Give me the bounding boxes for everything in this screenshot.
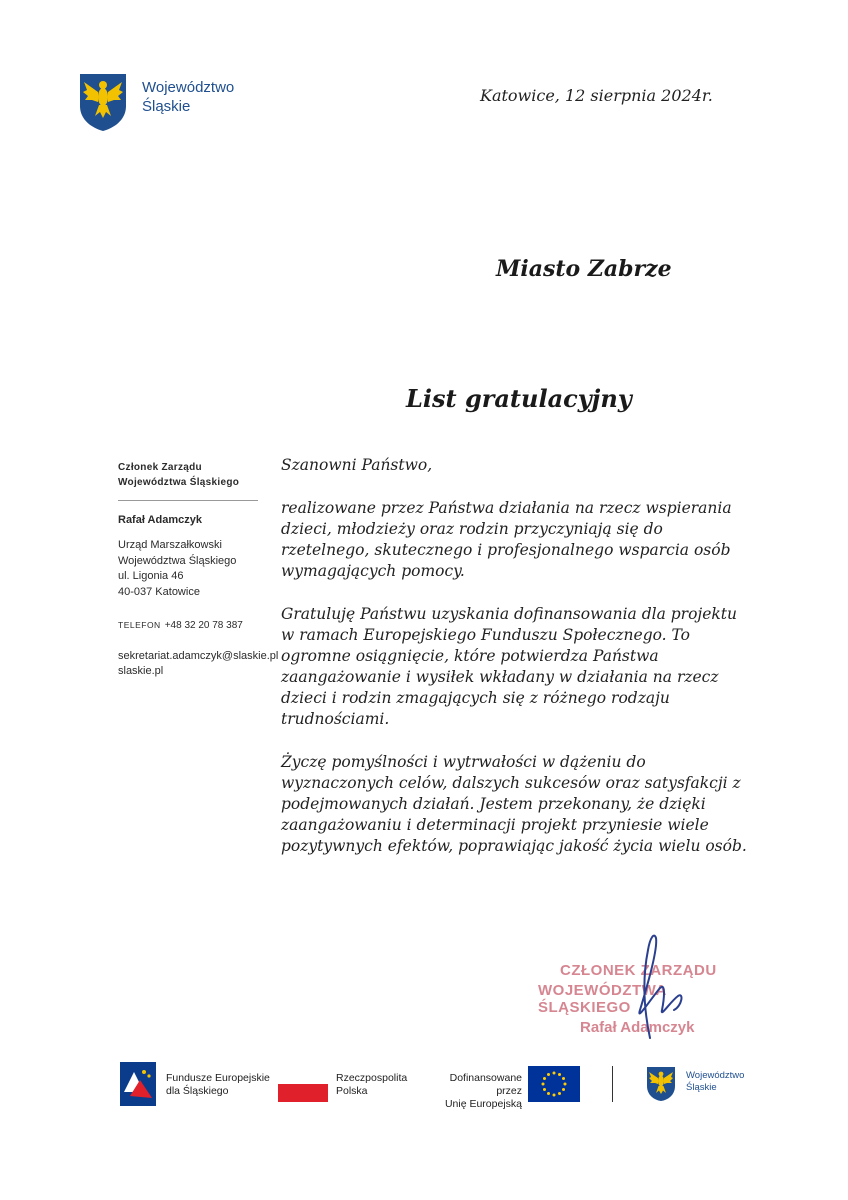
address-line: ul. Ligonia 46 xyxy=(118,570,184,582)
sender-role-line1: Członek Zarządu xyxy=(118,462,202,473)
stamp-line2: WOJEWÓDZTWA ŚLĄSKIEGO xyxy=(538,982,667,1016)
eu-flag-icon xyxy=(528,1066,580,1102)
region-line1: Województwo xyxy=(686,1070,745,1081)
document-title: List gratulacyjny xyxy=(406,384,632,413)
stamp-name: Rafał Adamczyk xyxy=(580,1019,695,1036)
salutation: Szanowni Państwo, xyxy=(281,456,433,474)
website-link[interactable]: slaskie.pl xyxy=(118,665,164,677)
poland-flag-icon xyxy=(278,1084,328,1102)
letter-paragraph: Życzę pomyślności i wytrwałości w dążeniu do wyznaczonych celów, dalszych sukcesów oraz satysfakcji z podejmowanych działań. Jestem przekonany, że dzięki zaangażowaniu i determinacji projekt przyniesie wiele pozytywnych efektów, poprawiając jakość życia wielu osób. xyxy=(281,753,747,855)
address-line: Województwa Śląskiego xyxy=(118,554,237,567)
sender-phone xyxy=(118,618,268,633)
letter-body xyxy=(281,455,751,879)
address-line: Urząd Marszałkowski xyxy=(118,539,222,551)
phone-label: TELEFON xyxy=(118,620,161,630)
eu-line1: Dofinansowane przez xyxy=(449,1072,522,1097)
stamp-line1: CZŁONEK ZARZĄDU xyxy=(560,962,717,979)
handwritten-signature xyxy=(610,930,700,1040)
letter-paragraph: realizowane przez Państwa działania na rzecz wspierania dzieci, młodzieży oraz rodzin przyczyniają się do rzetelnego, skutecznego i profesjonalnego wsparcia osób wymagających pomocy. xyxy=(281,499,732,580)
sender-sidebar xyxy=(118,460,279,679)
small-eagle-crest-icon xyxy=(646,1066,676,1102)
funding-footer xyxy=(120,1062,760,1112)
recipient: Miasto Zabrze xyxy=(496,256,672,282)
footer-divider xyxy=(612,1066,613,1102)
eu-funding-label xyxy=(422,1072,522,1111)
sidebar-divider xyxy=(118,500,258,501)
logo-text-line2: Śląskie xyxy=(142,98,191,115)
sender-name: Rafał Adamczyk xyxy=(118,514,202,526)
rp-line1: Rzeczpospolita xyxy=(336,1072,408,1084)
eu-line2: Unię Europejską xyxy=(444,1098,522,1110)
date-line: Katowice, 12 sierpnia 2024r. xyxy=(480,86,713,105)
rp-line2: Polska xyxy=(336,1085,368,1097)
logo-text-line1: Województwo xyxy=(142,79,235,96)
email-link[interactable]: sekretariat.adamczyk@slaskie.pl xyxy=(118,650,279,662)
phone-number: +48 32 20 78 387 xyxy=(164,620,243,631)
sender-contact xyxy=(118,649,279,679)
fe-line2: dla Śląskiego xyxy=(166,1085,229,1097)
poland-label xyxy=(336,1072,407,1098)
sender-address xyxy=(118,538,268,600)
european-funds-label xyxy=(166,1072,270,1098)
fe-line1: Fundusze Europejskie xyxy=(166,1072,270,1084)
european-funds-logo-icon xyxy=(120,1062,156,1106)
letter-paragraph: Gratuluję Państwu uzyskania dofinansowania dla projektu w ramach Europejskiego Funduszu Społecznego. To ogromne osiągnięcie, które potwierdza Państwa zaangażowanie i wysiłek wkładany w działania na rzecz dzieci i rodzin zmagających się z różnego rodzaju trudnościami. xyxy=(281,605,738,728)
region-logo xyxy=(78,72,258,136)
eagle-crest-icon xyxy=(78,72,128,132)
region-line2: Śląskie xyxy=(686,1082,717,1093)
region-label xyxy=(686,1070,744,1094)
sender-role-line2: Województwa Śląskiego xyxy=(118,477,240,488)
address-line: 40-037 Katowice xyxy=(118,585,200,598)
